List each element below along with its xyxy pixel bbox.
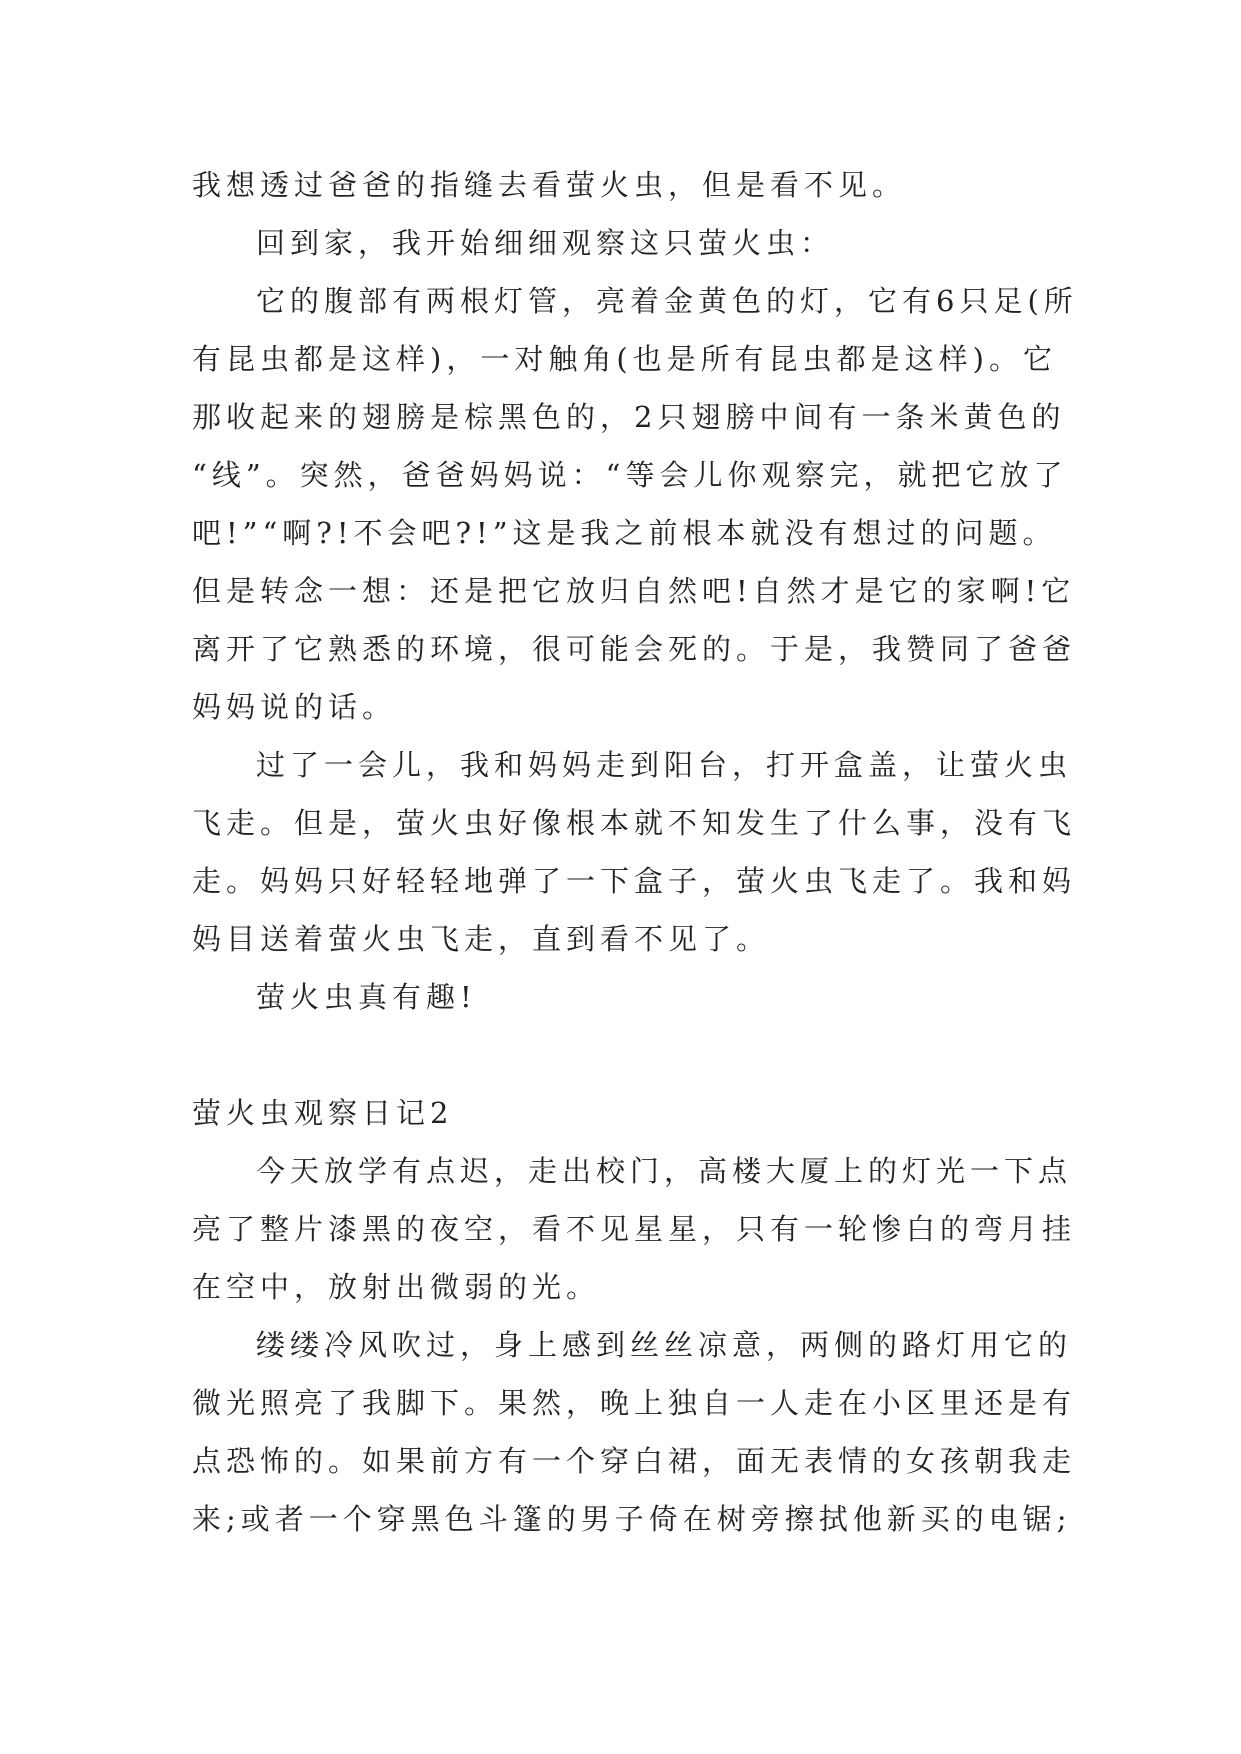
paragraph-line: 微光照亮了我脚下。果然，晚上独自一人走在小区里还是有 xyxy=(192,1386,1077,1420)
paragraph-line: 过了一会儿，我和妈妈走到阳台，打开盒盖，让萤火虫 xyxy=(256,748,1073,782)
paragraph-line: 它的腹部有两根灯管，亮着金黄色的灯，它有6只足(所 xyxy=(256,284,1078,318)
paragraph-line: 亮了整片漆黑的夜空，看不见星星，只有一轮惨白的弯月挂 xyxy=(192,1212,1077,1246)
paragraph-line: 今天放学有点迟，走出校门，高楼大厦上的灯光一下点 xyxy=(256,1154,1073,1188)
paragraph-line: 来;或者一个穿黑色斗篷的男子倚在树旁擦拭他新买的电锯; xyxy=(192,1502,1072,1536)
section-heading: 萤火虫观察日记2 xyxy=(192,1096,454,1130)
paragraph-line: 妈目送着萤火虫飞走，直到看不见了。 xyxy=(192,922,771,956)
section-gap xyxy=(192,1026,1072,1084)
paragraph-line: 我想透过爸爸的指缝去看萤火虫，但是看不见。 xyxy=(192,168,907,202)
paragraph-line: 但是转念一想：还是把它放归自然吧!自然才是它的家啊!它 xyxy=(192,574,1076,608)
paragraph-line: 点恐怖的。如果前方有一个穿白裙，面无表情的女孩朝我走 xyxy=(192,1444,1077,1478)
paragraph-line: 回到家，我开始细细观察这只萤火虫： xyxy=(256,226,835,260)
document-body xyxy=(192,156,1078,1548)
paragraph-line: 萤火虫真有趣! xyxy=(256,980,477,1014)
paragraph-line: 在空中，放射出微弱的光。 xyxy=(192,1270,601,1304)
paragraph-line: 有昆虫都是这样)，一对触角(也是所有昆虫都是这样)。它 xyxy=(192,342,1057,376)
paragraph-line: 妈妈说的话。 xyxy=(192,690,397,724)
paragraph-line: 走。妈妈只好轻轻地弹了一下盒子，萤火虫飞走了。我和妈 xyxy=(192,864,1077,898)
paragraph-line: 飞走。但是，萤火虫好像根本就不知发生了什么事，没有飞 xyxy=(192,806,1077,840)
paragraph-line: 离开了它熟悉的环境，很可能会死的。于是，我赞同了爸爸 xyxy=(192,632,1077,666)
paragraph-line: 吧!”“啊?!不会吧?!”这是我之前根本就没有想过的问题。 xyxy=(192,516,1057,550)
paragraph-line: 那收起来的翅膀是棕黑色的，2只翅膀中间有一条米黄色的 xyxy=(192,400,1066,434)
paragraph-line: 缕缕冷风吹过，身上感到丝丝凉意，两侧的路灯用它的 xyxy=(256,1328,1073,1362)
paragraph-line: “线”。突然，爸爸妈妈说：“等会儿你观察完，就把它放了 xyxy=(192,458,1068,492)
